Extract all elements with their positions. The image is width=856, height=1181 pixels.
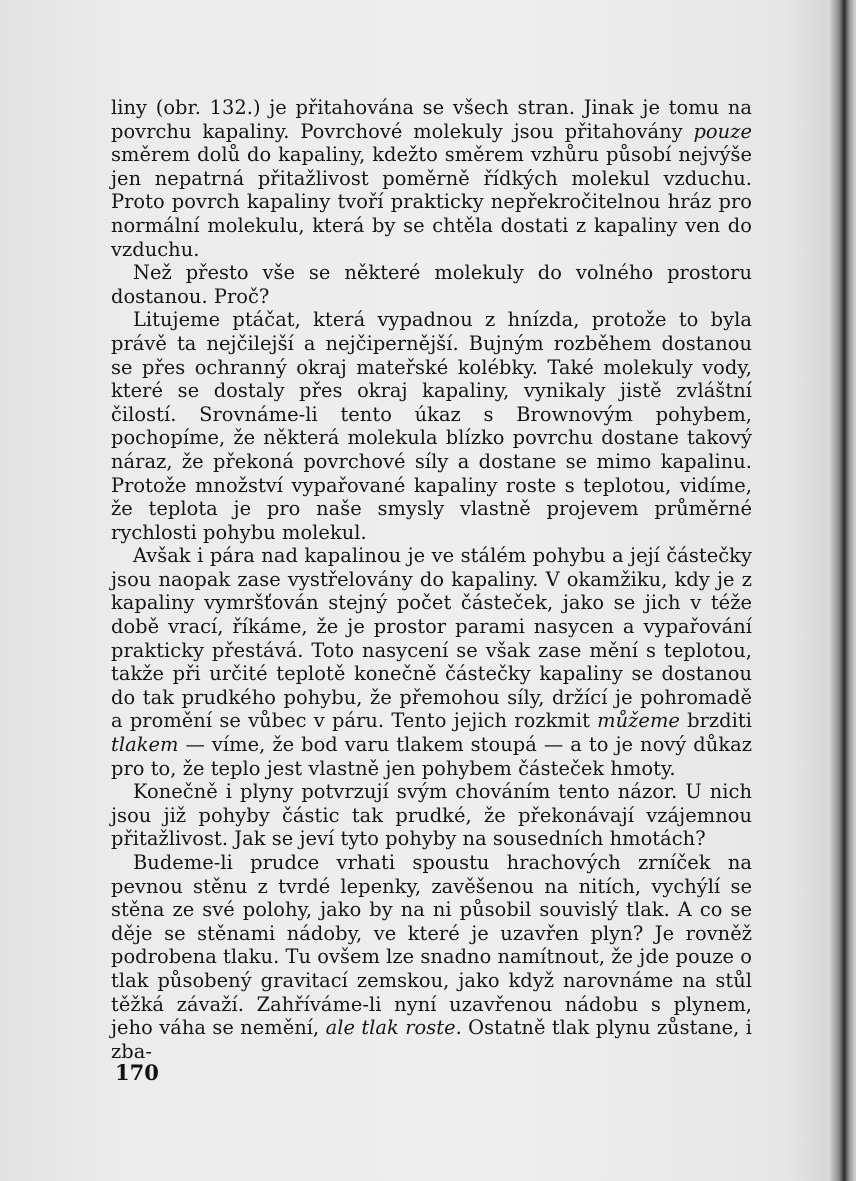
book-spine-shadow [830, 0, 856, 1181]
page-number: 170 [115, 1060, 159, 1085]
text-segment: liny (obr. 132.) je přitahována se všech stran. Jinak je tomu na povrchu kapaliny. Povrchové molekuly jsou přitahovány [111, 96, 752, 143]
italic-emphasis: pouze [693, 119, 752, 143]
paragraph [111, 96, 752, 261]
paragraph [111, 544, 752, 780]
text-segment: Avšak i pára nad kapalinou je ve stálém pohybu a její částečky jsou naopak zase vystřelovány do kapaliny. V okamžiku, kdy je z kapaliny vymršťován stejný počet částeček, jako se jich v téže době vrací, říkáme, že je prostor parami nasycen a vypařování prakticky přestává. Toto nasycení se však zase mění s teplotou, takže při určité teplotě konečně částečky kapaliny se dostanou do tak prudkého pohybu, že přemohou síly, držící je pohromadě a promění se vůbec v páru. Tento jejich rozkmit [111, 544, 752, 733]
text-segment: Litujeme ptáčat, která vypadnou z hnízda, protože to byla právě ta nejčilejší a nejčipernější. Bujným rozběhem dostanou se přes ochranný okraj mateřské kolébky. Také molekuly vody, které se dostaly přes okraj kapaliny, vynikaly jistě zvláštní čilostí. Srovnáme-li tento úkaz s Brownovým pohybem, pochopíme, že některá molekula blízko povrchu dostane takový náraz, že překoná povrchové síly a dostane se mimo kapalinu. Protože množství vypařované kapaliny roste s teplotou, vidíme, že teplota je pro naše smysly vlastně projevem průměrné rychlosti pohybu molekul. [111, 308, 752, 544]
text-segment: brzditi [679, 709, 752, 733]
text-segment: Konečně i plyny potvrzují svým chováním tento názor. U nich jsou již pohyby částic tak prudké, že překonávají vzájemnou přitažlivost. Jak se jeví tyto pohyby na sousedních hmotách? [111, 780, 752, 851]
text-segment: směrem dolů do kapaliny, kdežto směrem vzhůru působí nejvýše jen nepatrná přitažlivost poměrně řídkých molekul vzduchu. Proto povrch kapaliny tvoří prakticky nepřekročitelnou hráz pro normální molekulu, která by se chtěla dostati z kapaliny ven do vzduchu. [111, 143, 752, 261]
paragraph [111, 261, 752, 308]
text-segment: — víme, že bod varu tlakem stoupá — a to je nový důkaz pro to, že teplo jest vlastně jen pohybem částeček hmoty. [111, 733, 752, 780]
italic-emphasis: můžeme [597, 709, 680, 733]
paragraph [111, 308, 752, 544]
italic-emphasis: tlakem [111, 733, 179, 757]
text-segment: Budeme-li prudce vrhati spoustu hrachových zrníček na pevnou stěnu z tvrdé lepenky, zavěšenou na nitích, vychýlí se stěna ze své polohy, jako by na ni působil souvislý tlak. A co se děje se stěnami nádoby, ve které je uzavřen plyn? Je rovněž podrobena tlaku. Tu ovšem lze snadno namítnout, že jde pouze o tlak působený gravitací zemskou, jako když narovnáme na stůl těžká závaží. Zahříváme-li nyní uzavřenou nádobu s plynem, jeho váha se nemění, [111, 851, 752, 1040]
paragraph [111, 780, 752, 851]
paragraph [111, 851, 752, 1063]
text-segment: Ostatně tlak plynu zůstane, i zba- [111, 1016, 752, 1063]
body-text [111, 96, 752, 1063]
text-segment: Než přesto vše se některé molekuly do volného prostoru dostanou. Proč? [111, 261, 752, 308]
italic-emphasis: ale tlak roste. [325, 1016, 462, 1040]
